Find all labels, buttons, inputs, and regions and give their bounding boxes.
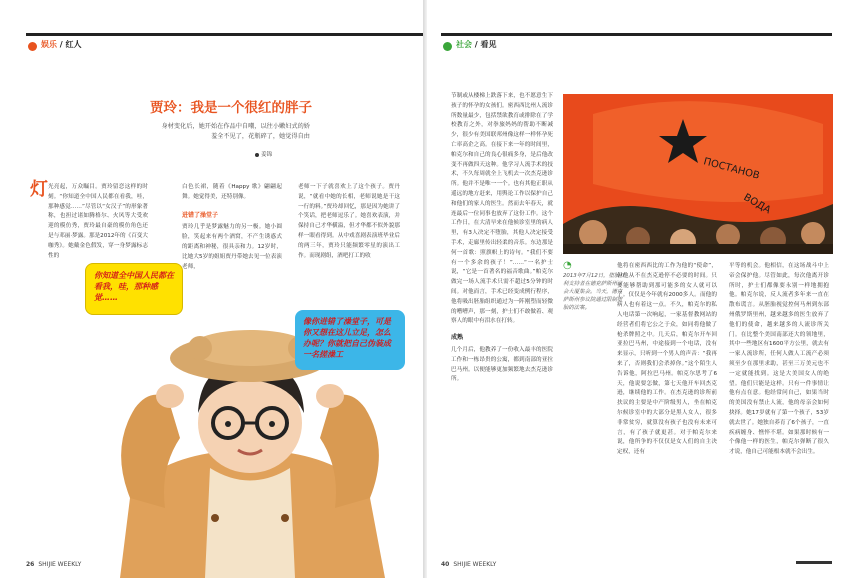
subhead-bathhouse: 进错了澡堂子 bbox=[182, 211, 219, 219]
subhead-mature: 成熟 bbox=[451, 334, 464, 342]
camera-icon: ◔ bbox=[563, 260, 572, 271]
section-subcategory: 看见 bbox=[480, 40, 497, 49]
section-subcategory: 红人 bbox=[65, 40, 82, 49]
section-label bbox=[456, 39, 497, 50]
caption-text: 2013年7月12日，堕胎权利支持者在德克萨斯州议会大厦集会。当天，德克萨斯州参议院通过限制堕胎的法案。 bbox=[563, 273, 625, 311]
section-label bbox=[41, 39, 82, 50]
body-column-3: 平等的机会。他相信，在这场战斗中上帝会保护他。尽管如此，每次他离开诊所时，护士们都像要永别一样地拥抱他。帕克尔说，反人流者多年来一直在散布谎言。从胚胎视觉控何马州到东部州俄罗斯里州，越来越多的医生放弃了他们的使命，越来越多的人流诊所关门。在比整个美国南部还大的领地里，其中一些地区有1600平方公里，就去有一家人流诊所，任何人做人工流产必须须至少在那里求助，甚至三万美元也不一定就能找到。这是大美国女人的绝望。他们只能是这样。只有一件事情让他有点在意。他经常问自己，如果当时的美国没有禁止人流，他的母亲会如何抉择。她17岁就有了第一个孩子，53岁就去世了。她独自养育了6个孩子，一直疾病缠身、憔悴不堪。如果那时候有一个像他一样的医生，帕克尔弹断了很久才说，他自己可能根本就不会出生。 bbox=[729, 263, 829, 456]
page-footer bbox=[441, 561, 496, 568]
body-column-1b-text: 几个月后，他教养了一份收入最丰的医院工作和一栋昂贵的公寓，都到南部的亚拉巴马州。以便能够更加频繁地去杰克逊诊所。 bbox=[451, 346, 553, 383]
section-separator: / bbox=[472, 40, 481, 49]
magazine-name: SHIJIE WEEKLY bbox=[38, 561, 82, 568]
photo-caption bbox=[563, 262, 625, 312]
section-separator: / bbox=[57, 40, 66, 49]
left-page bbox=[0, 0, 423, 578]
drop-cap: 灯 bbox=[30, 179, 48, 200]
body-column-2: 他将在密西西比的工作为他的“使命”，但他从不在杰克逊停不必要的时间。只要能够帮助到那可能多的女人就可以了。仅仅是今年就有2000多人。而他的病人也有着这一点。不久，帕克尔的私人电话第一次响起，一家基督教网站的经营者们将它公之于众，如同将他做了枪杀牌照之中。几天后，帕克尔开车回亚拉巴马州，中途接到一个电话，没有来显示，只听到一个男人的声音：“我再来了，否则我们会杀掉你。”这个陌生人告诉他，阿拉巴马州。帕克尔思考了6天，他说要怎做，第七天他开车回杰克逊，继续他的工作。在杰克逊的诊所前扶议的主要是中产阶级男人，坐在帕克尔候诊室中的大部分是黑人女人，很多非常贫穷，就算没有孩子也没有未来可言，有了孩子就更甚。对于帕克尔来说，他所争的不仅仅是女人们的自主决定权，还有 bbox=[617, 263, 717, 456]
page-footer bbox=[26, 561, 81, 568]
section-dot-icon bbox=[28, 42, 37, 51]
body-column-1-text: 节制或从楼梯上跌落下来，也不愿意生下孩子的怀孕的女孩们。密西西比州人流诊所数量最少，包括禁欲教育或排除在了学校教育之外，对拳旅妈妈的帮助不断减少，很少有美国联邦州像这样一样怀孕死亡率高企之高。在接下来一年的时间里，帕克尔和自己的良心很痛多身，是后他改变不再做四天这种。他学习人流手术的技术，不久每周就全上飞机去一次杰克逊诊所。他并不是唯一一个。也有其他正职从遥远的地方赶来，用舆论工作以保护自己和他们的家人的医生。然而去年春天，就连最后一位同事也放弃了这份工作。这个工作日，在大清早来在他候诊室里的病人里，有3人决定不堕胎，其他人决定接受手术，走廊里传出轻柔的音乐。东边那是何一首歌：照旗帜上的诗句。“我们不要有一个多余的孩子！”……“一名护士说，“它是一首著名的福音歌曲。”帕克尔做完一场人流手术只需不超过5分钟的时间。对他而言，手术已经变成例行程序，他将吸出胚胎组织通过为一阵刚塑而轻微的嘈嘈声，那一刻，护士们不敢做着、观察人的眼中有泪水在打转。 bbox=[451, 93, 553, 325]
body-column-1: 光亮起，万众瞩目。贾玲留恋这样的时刻。“你知道全中国人民都在看我，哇，那种感觉……”尽管以“女汉子”的形象著称，也担过诸如腾格尔、火风等大受欢迎的模仿秀，贾玲最自豪的模仿角色还是与邓丽·梦露。那是2012年的《百变大咖秀》。她戴金色假发，穿一身梦露标志性的 bbox=[48, 184, 148, 259]
quote-bubble-yellow: 你知道全中国人民都在看我，哇，那种感觉…… bbox=[85, 263, 183, 315]
quote-bubble-blue: 像你进错了澡堂子，可是你又想在这儿立足，怎么办呢？你就把自己伪装成一名搓澡工 bbox=[295, 310, 405, 370]
body-column-2b-text: 贾玲几乎是梦露魅力的另一极。她小圆脸，笑起来有两个酒窝，不产生诱惑式的距离和神秘，很具亲和力。12岁时，比她大5岁的姐姐贾丹带她去见一位表演老师， bbox=[182, 224, 282, 270]
section-header bbox=[26, 33, 423, 55]
section-category: 社会 bbox=[456, 40, 472, 49]
body-column-1 bbox=[451, 92, 553, 487]
page-number: 26 bbox=[26, 561, 35, 568]
body-column-3: 老师一下子就喜欢上了这个孩子。贾丹说，“就看中她的长相，老师说她是干这一行的料。”贾玲却回忆，那是因为她讲了个笑话，把老师逗乐了。她喜欢表演，并保持自己才华横溢，但才华都不似外貌那样一眼看得到。从中戏喜剧表演班毕业后的两三年，贾玲只能频繁零星的演出工作。而现剧组，酒吧打工的收 bbox=[298, 184, 400, 259]
byline: 姜锦 bbox=[255, 150, 272, 158]
body-column-2-text: 白色长裙，随着《Happy 歌》翩翩起舞。她觉得美，还特别像。 bbox=[182, 184, 282, 200]
article-title: 贾玲：我是一个很红的胖子 bbox=[150, 100, 312, 116]
section-category: 娱乐 bbox=[41, 40, 57, 49]
footer-rule bbox=[796, 561, 832, 564]
magazine-name: SHIJIE WEEKLY bbox=[453, 561, 497, 568]
body-column-2 bbox=[182, 183, 282, 333]
protest-photo bbox=[563, 94, 833, 254]
svg-text:ПОСТАНОВ: ПОСТАНОВ bbox=[702, 156, 761, 182]
svg-text:ВОДА: ВОДА bbox=[741, 192, 773, 217]
right-page bbox=[427, 0, 850, 578]
section-dot-icon bbox=[443, 42, 452, 51]
section-header bbox=[441, 33, 832, 55]
article-deck: 身材变化后，她开始在作品中自嘲，以往小嫩妇式的娇羞全不见了，花瓶碎了，她觉得自由 bbox=[161, 123, 310, 140]
page-number: 40 bbox=[441, 561, 450, 568]
